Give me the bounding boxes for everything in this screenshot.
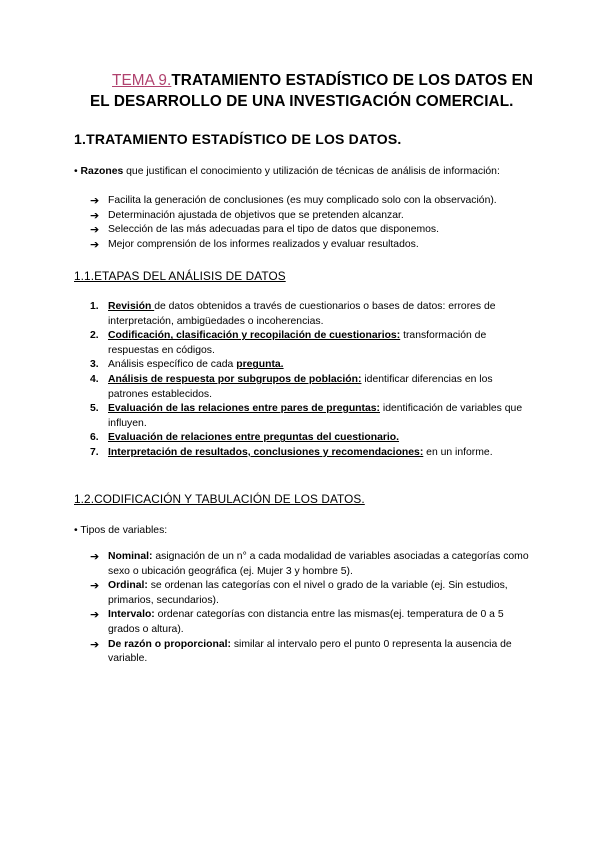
list-item: 5. Evaluación de las relaciones entre pares de preguntas: identificación de variables que influyen. bbox=[90, 403, 523, 429]
arrow-icon: ➔ bbox=[90, 238, 100, 251]
list-item: ➔ Mejor comprensión de los informes realizados y evaluar resultados. bbox=[90, 238, 419, 251]
list-item: ➔ Ordinal: se ordenan las categorías con el nivel o grado de la variable (ej. Sin estudios, primarios, secundarios). bbox=[90, 580, 508, 606]
arrow-icon: ➔ bbox=[90, 638, 100, 651]
list-item: 3. Análisis específico de cada pregunta. bbox=[90, 359, 284, 371]
razones-list bbox=[90, 194, 540, 252]
bullet: • bbox=[74, 166, 78, 177]
arrow-icon: ➔ bbox=[90, 609, 100, 622]
list-item: 4. Análisis de respuesta por subgrupos de población: identificar diferencias en los patrones establecidos. bbox=[90, 373, 493, 400]
document-title bbox=[90, 70, 550, 112]
section-1-2-heading: 1.2.CODIFICACIÓN Y TABULACIÓN DE LOS DATOS. bbox=[74, 492, 365, 506]
title-text: TRATAMIENTO ESTADÍSTICO DE LOS DATOS EN EL DESARROLLO DE UNA INVESTIGACIÓN COMERCIAL. bbox=[90, 72, 534, 110]
razones-intro bbox=[74, 166, 500, 177]
list-item: ➔ Selección de las más adecuadas para el tipo de datos que disponemos. bbox=[90, 224, 439, 237]
list-item: ➔ Nominal: asignación de un n° a cada modalidad de variables asociadas a categorías como sexo o ubicación geográfica (ej. Mujer 3 y hombre 5). bbox=[90, 551, 529, 577]
arrow-icon: ➔ bbox=[90, 551, 100, 563]
tipos-intro: • Tipos de variables: bbox=[74, 525, 168, 536]
arrow-icon: ➔ bbox=[90, 580, 100, 593]
etapas-list bbox=[90, 300, 530, 461]
list-item: ➔ Facilita la generación de conclusiones (es muy complicado solo con la observación). bbox=[90, 195, 497, 207]
section-1-1-heading: 1.1.ETAPAS DEL ANÁLISIS DE DATOS bbox=[74, 269, 286, 283]
list-item: ➔ De razón o proporcional: similar al intervalo pero el punto 0 representa la ausencia de variable. bbox=[90, 638, 512, 665]
arrow-icon: ➔ bbox=[90, 195, 100, 207]
variables-list bbox=[90, 550, 530, 667]
list-item: 2. Codificación, clasificación y recopilación de cuestionarios: transformación de respuestas en códigos. bbox=[90, 330, 487, 356]
list-item: ➔ Intervalo: ordenar categorías con distancia entre las mismas(ej. temperatura de 0 a 5 grados o altura). bbox=[90, 609, 504, 635]
razones-bold: Razones bbox=[80, 166, 124, 177]
list-item: 1. Revisión de datos obtenidos a través de cuestionarios o bases de datos: errores de interpretación, ambigüedades o incoherencias. bbox=[90, 301, 496, 327]
arrow-icon: ➔ bbox=[90, 224, 100, 237]
list-item: 6. Evaluación de relaciones entre preguntas del cuestionario. bbox=[90, 432, 400, 444]
list-item: 7. Interpretación de resultados, conclusiones y recomendaciones: en un informe. bbox=[90, 446, 493, 458]
tema-label: TEMA 9. bbox=[112, 72, 172, 89]
section-1-heading: 1.TRATAMIENTO ESTADÍSTICO DE LOS DATOS. bbox=[74, 131, 402, 147]
arrow-icon: ➔ bbox=[90, 209, 100, 222]
razones-rest: que justifican el conocimiento y utilización de técnicas de análisis de información: bbox=[123, 166, 500, 177]
list-item: ➔ Determinación ajustada de objetivos que se pretenden alcanzar. bbox=[90, 209, 404, 222]
